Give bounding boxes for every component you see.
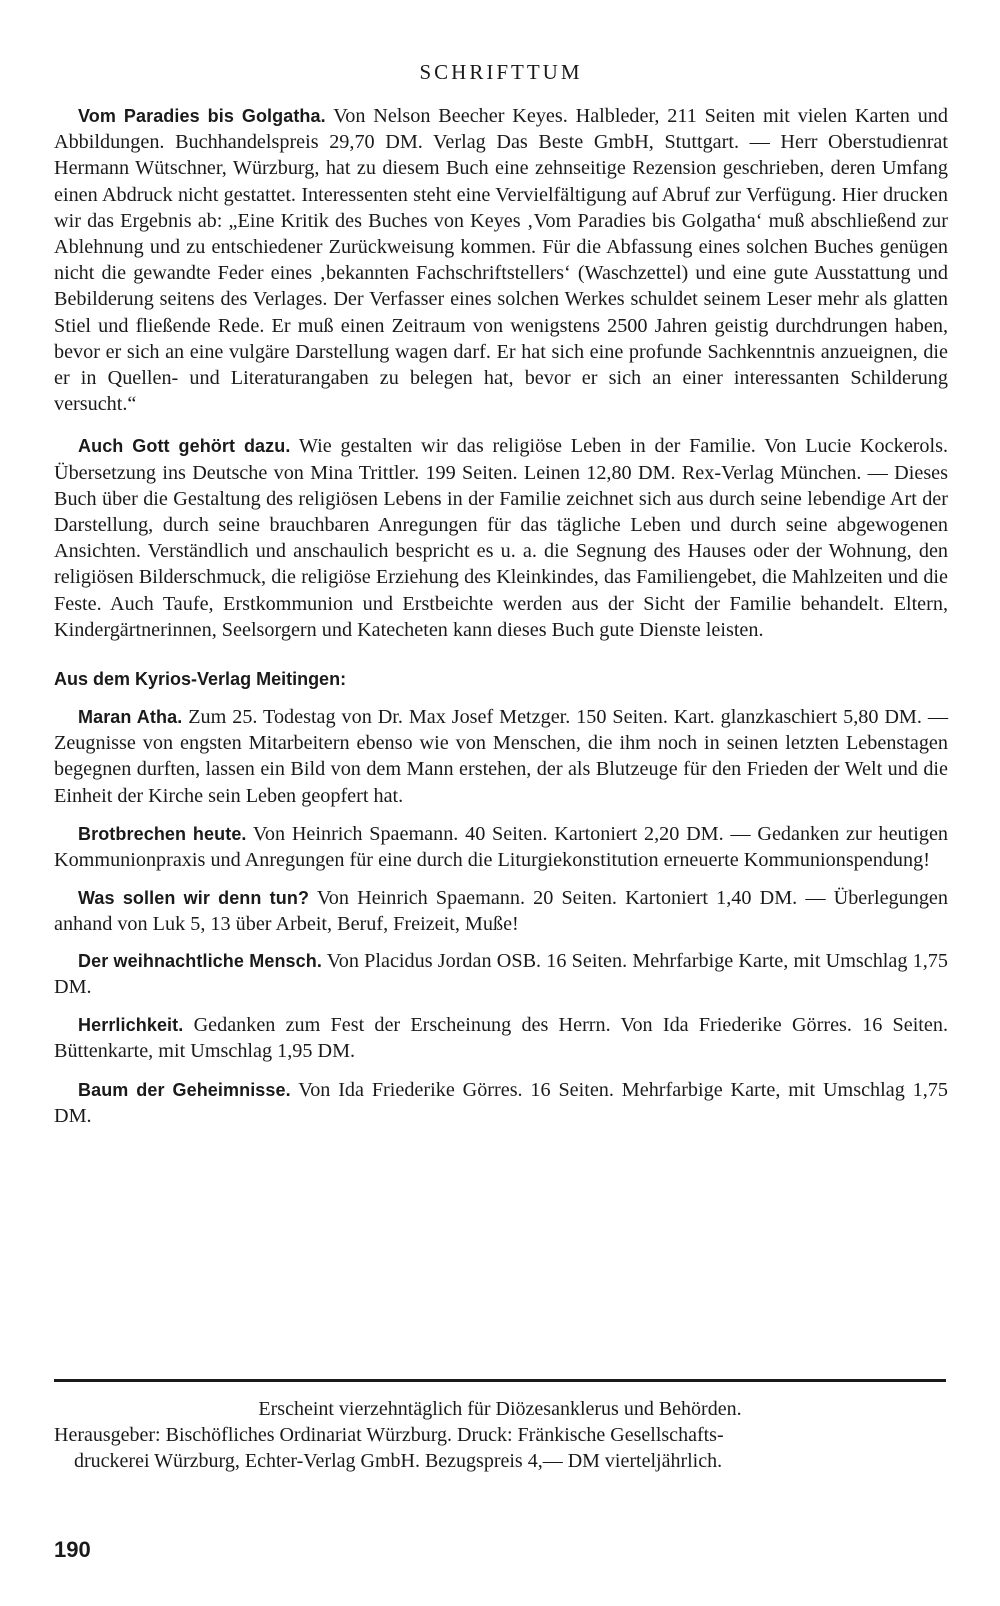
listing-title: Der weihnachtliche Mensch.	[78, 950, 322, 971]
review-title: Auch Gott gehört dazu.	[78, 436, 291, 457]
listing-title: Baum der Geheimnisse.	[78, 1079, 291, 1100]
listing-baum-der-geheimnisse	[54, 1077, 948, 1129]
listing-title: Brotbrechen heute.	[78, 823, 247, 844]
listing-herrlichkeit	[54, 1012, 948, 1064]
listing-brotbrechen	[54, 821, 948, 873]
page-body	[54, 60, 948, 1129]
listing-text: Zum 25. Todestag von Dr. Max Josef Metzger. 150 Seiten. Kart. glanzkaschiert 5,80 DM. — Zeugnisse von engsten Mitarbeitern ebenso wie von Menschen, die ihm noch in seinen letzten Lebenstagen begegnen durften, lassen ein Bild von dem Mann erstehen, der als Blutzeuge für den Frieden der Welt und die Einheit der Kirche sein Leben geopfert hat.	[54, 706, 949, 807]
review-text: Von Nelson Beecher Keyes. Halbleder, 211 Seiten mit vielen Karten und Abbildungen. Buchhandelspreis 29,70 DM. Verlag Das Beste GmbH, Stuttgart. — Herr Oberstudienrat Hermann Wütschner, Würzburg, hat zu diesem Buch eine zehnseitige Rezension geschrieben, deren Umfang einen Abdruck nicht gestattet. Interessenten steht eine Vervielfältigung auf Abruf zur Verfügung. Hier drucken wir das Ergebnis ab: „Eine Kritik des Buches von Keyes ‚Vom Paradies bis Golgatha‘ muß abschließend zur Ablehnung und zu entschiedener Zurückweisung kommen. Für die Abfassung eines solchen Buches genügen nicht die gewandte Feder eines ‚bekannten Fachschriftstellers‘ (Waschzettel) und eine gute Ausstattung und Bebilderung seitens des Verlages. Der Verfasser eines solchen Werkes schuldet seinem Leser mehr als glatten Stiel und fließende Rede. Er muß einen Zeitraum von wenigstens 2500 Jahren geistig durchdrungen haben, bevor er sich an eine vulgäre Darstellung wagen darf. Er hat sich eine profunde Sachkenntnis anzueignen, die er in Quellen- und Literaturangaben zu belegen hat, bevor er sich an einer interessanten Schilderung versucht.“	[54, 105, 948, 416]
listing-text: Von Ida Friederike Görres. 16 Seiten. Mehrfarbige Karte, mit Umschlag 1,75 DM.	[54, 1078, 948, 1127]
page-heading: SCHRIFTTUM	[419, 60, 583, 84]
imprint-line-1: Erscheint vierzehntäglich für Diözesanklerus und Behörden.	[258, 1398, 742, 1420]
review-title: Vom Paradies bis Golgatha.	[78, 106, 326, 126]
listing-text: Von Placidus Jordan OSB. 16 Seiten. Mehrfarbige Karte, mit Umschlag 1,75 DM.	[54, 949, 948, 998]
listing-text: Gedanken zum Fest der Erscheinung des Herrn. Von Ida Friederike Görres. 16 Seiten. Büttenkarte, mit Umschlag 1,95 DM.	[54, 1014, 949, 1063]
listing-title: Herrlichkeit.	[78, 1015, 184, 1036]
listing-title: Maran Atha.	[78, 707, 183, 728]
listing-was-sollen	[54, 885, 948, 937]
listing-weihnachtliche-mensch	[54, 948, 948, 1000]
footer-divider	[54, 1379, 946, 1382]
listing-text: Von Heinrich Spaemann. 40 Seiten. Kartoniert 2,20 DM. — Gedanken zur heutigen Kommunionpraxis und Anregungen für eine durch die Liturgiekonstitution erneuerte Kommunionspendung!	[54, 822, 948, 872]
imprint-line-3: druckerei Würzburg, Echter-Verlag GmbH. Bezugspreis 4,— DM vierteljährlich.	[74, 1450, 723, 1472]
page-number: 190	[54, 1537, 91, 1562]
publisher-section-label: Aus dem Kyrios-Verlag Meitingen:	[54, 669, 347, 690]
imprint	[54, 1396, 946, 1474]
review-paradies	[54, 103, 948, 417]
listing-text: Von Heinrich Spaemann. 20 Seiten. Kartoniert 1,40 DM. — Überlegungen anhand von Luk 5, 13 über Arbeit, Beruf, Freizeit, Muße!	[54, 887, 948, 936]
imprint-line-2: Herausgeber: Bischöfliches Ordinariat Würzburg. Druck: Fränkische Gesellschafts-	[54, 1424, 724, 1446]
listing-maran-atha	[54, 704, 948, 809]
listing-title: Was sollen wir denn tun?	[78, 888, 310, 909]
review-text: Wie gestalten wir das religiöse Leben in der Familie. Von Lucie Kockerols. Übersetzung ins Deutsche von Mina Trittler. 199 Seiten. Leinen 12,80 DM. Rex-Verlag München. — Dieses Buch über die Gestaltung des religiösen Lebens in der Familie zeichnet sich aus durch seine lebendige Art der Darstellung, durch seine brauchbaren Anregungen für das tägliche Leben und durch seine abgewogenen Ansichten. Verständlich und anschaulich bespricht es u. a. die Segnung des Hauses oder der Wohnung, den religiösen Bilderschmuck, die religiöse Erziehung des Kleinkindes, das Familiengebet, die Mahlzeiten und die Feste. Auch Taufe, Erstkommunion und Erstbeichte werden aus der Sicht der Familie behandelt. Eltern, Kindergärtnerinnen, Seelsorgern und Katecheten kann dieses Buch gute Dienste leisten.	[54, 435, 948, 641]
review-auch-gott	[54, 433, 948, 643]
